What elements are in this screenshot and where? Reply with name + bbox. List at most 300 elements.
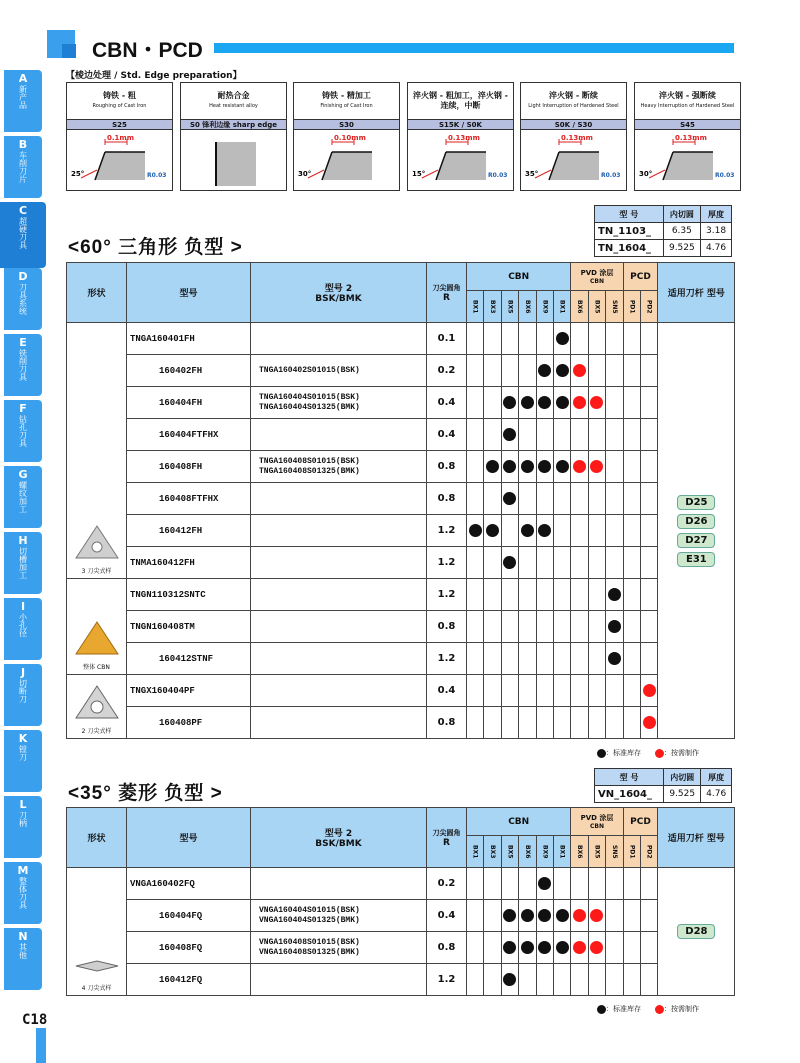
availability-cell (536, 515, 553, 547)
edge-prep-title (294, 83, 399, 119)
model2-cell (251, 579, 427, 611)
edge-prep-diagram (181, 130, 286, 190)
model2-cell (251, 547, 427, 579)
sidebar-tab-j[interactable] (4, 664, 42, 726)
availability-cell (484, 707, 501, 739)
availability-cell (606, 611, 623, 643)
availability-cell (571, 483, 588, 515)
model-cell: TNGX160404PF (127, 675, 251, 707)
product-table-rhombic (66, 807, 735, 996)
model2-cell (251, 675, 427, 707)
availability-cell (519, 932, 536, 964)
land-angle-label: 15° (412, 170, 426, 178)
edge-prep-panel (634, 82, 741, 191)
page-number: C18 (22, 1012, 48, 1028)
availability-cell (571, 451, 588, 483)
shape-cell (67, 323, 127, 579)
availability-cell (484, 419, 501, 451)
model-cell: 160408PF (127, 707, 251, 739)
availability-cell (536, 419, 553, 451)
holder-badge[interactable]: E31 (677, 552, 715, 567)
model-cell: 160412STNF (127, 643, 251, 675)
table-row (67, 900, 735, 932)
availability-cell (467, 643, 484, 675)
availability-cell (571, 932, 588, 964)
table-row (67, 707, 735, 739)
land-angle-label: 35° (525, 170, 539, 178)
availability-cell (553, 387, 570, 419)
header-pvd-label: PVD 涂层 (580, 814, 614, 822)
header-grade: PD2 (640, 836, 657, 868)
stock-dot (503, 941, 516, 954)
land-width-label: 0.13mm (448, 134, 480, 142)
availability-cell (588, 323, 605, 355)
stock-dot (521, 396, 534, 409)
sidebar-tab-i[interactable] (4, 598, 42, 660)
made-to-order-dot (573, 460, 586, 473)
spec-thickness: 3.18 (701, 223, 732, 240)
header-grade: PD2 (640, 291, 657, 323)
model-cell: TNGN160408TM (127, 611, 251, 643)
spec-header-ic: 内切圆 (663, 206, 700, 223)
nose-radius-cell: 1.2 (427, 643, 467, 675)
nose-radius-cell: 1.2 (427, 579, 467, 611)
section-title-rhombic: <35° 菱形 负型 > (68, 783, 223, 804)
edge-prep-code: S30 (294, 119, 399, 130)
header-pcd: PCD (623, 808, 658, 836)
land-width-label: 0.10mm (334, 134, 366, 142)
header-model2-sub: BSK/BMK (315, 839, 362, 849)
model-cell: 160412FQ (127, 964, 251, 996)
availability-cell (484, 355, 501, 387)
header-tool: 适用刀杆 型号 (658, 263, 735, 323)
sidebar-tab-letter: K (18, 732, 28, 745)
availability-cell (571, 579, 588, 611)
availability-cell (467, 707, 484, 739)
availability-cell (623, 323, 640, 355)
stock-dot (538, 364, 551, 377)
holder-badge[interactable]: D25 (677, 495, 715, 510)
header-square-accent-icon (62, 44, 76, 58)
availability-cell (484, 611, 501, 643)
availability-cell (623, 515, 640, 547)
edge-prep-title (521, 83, 626, 119)
model-cell: 160408FQ (127, 932, 251, 964)
availability-cell (623, 900, 640, 932)
header-model: 型号 (127, 808, 251, 868)
edge-prep-name: 铸铁 - 精加工 (322, 91, 371, 100)
availability-cell (553, 707, 570, 739)
availability-cell (571, 419, 588, 451)
availability-cell (467, 323, 484, 355)
availability-cell (623, 868, 640, 900)
availability-cell (484, 643, 501, 675)
availability-cell (484, 323, 501, 355)
sidebar-tab-letter: F (19, 402, 27, 415)
header-cbn: CBN (467, 263, 571, 291)
header-model2-label: 型号 2 (324, 829, 353, 839)
stock-dot (521, 524, 534, 537)
availability-cell (606, 964, 623, 996)
holder-cell (658, 323, 735, 739)
availability-cell (640, 579, 657, 611)
sidebar-tab-e[interactable] (4, 334, 42, 396)
availability-cell (519, 964, 536, 996)
land-width-label: 0.13mm (675, 134, 707, 142)
stock-dot (503, 973, 516, 986)
land-width-label: 0.1mm (107, 134, 134, 142)
sidebar-tab-n[interactable] (4, 928, 42, 990)
spec-model: VN_1604_ (595, 786, 664, 803)
sidebar-tab-label: 其他 (18, 943, 28, 959)
made-to-order-dot (573, 364, 586, 377)
nose-radius-cell: 0.4 (427, 675, 467, 707)
shape-label: 3 刀尖式样 (81, 568, 112, 575)
edge-prep-name: 淬火钢 - 强断续 (659, 91, 716, 100)
header-model2-sub: BSK/BMK (315, 294, 362, 304)
sidebar-tab-letter: G (18, 468, 28, 481)
sidebar-tab-l[interactable] (4, 796, 42, 858)
made-to-order-dot (573, 396, 586, 409)
edge-prep-heading: 【棱边处理 / Std. Edge preparation】 (66, 71, 242, 81)
sidebar-tab-a[interactable] (4, 70, 42, 132)
availability-cell (467, 900, 484, 932)
shape-label: 整体 CBN (83, 664, 110, 671)
availability-cell (467, 675, 484, 707)
legend-triangle (597, 748, 699, 758)
availability-cell (571, 515, 588, 547)
header-cbn: CBN (467, 808, 571, 836)
availability-cell (623, 419, 640, 451)
legend-stock-dot (597, 749, 606, 758)
availability-cell (606, 451, 623, 483)
solid-cbn-insert-icon (72, 616, 122, 660)
made-to-order-dot (590, 396, 603, 409)
sidebar-tab-letter: H (18, 534, 28, 547)
availability-cell (536, 932, 553, 964)
header-grade: BX1 (553, 291, 570, 323)
availability-cell (640, 964, 657, 996)
availability-cell (571, 547, 588, 579)
stock-dot (556, 909, 569, 922)
sidebar-tab-h[interactable] (4, 532, 42, 594)
availability-cell (519, 323, 536, 355)
availability-cell (588, 579, 605, 611)
availability-cell (606, 355, 623, 387)
availability-cell (588, 900, 605, 932)
availability-cell (571, 355, 588, 387)
availability-cell (519, 707, 536, 739)
availability-cell (553, 611, 570, 643)
availability-cell (501, 611, 518, 643)
nose-radius-cell: 1.2 (427, 515, 467, 547)
availability-cell (519, 547, 536, 579)
availability-cell (519, 868, 536, 900)
made-to-order-dot (573, 909, 586, 922)
shape-label: 2 刀尖式样 (81, 728, 112, 735)
availability-cell (501, 323, 518, 355)
model-cell: 160404FTFHX (127, 419, 251, 451)
availability-cell (640, 547, 657, 579)
availability-cell (484, 675, 501, 707)
spec-ic: 6.35 (663, 223, 700, 240)
nose-radius-cell: 0.2 (427, 355, 467, 387)
stock-dot (556, 396, 569, 409)
legend-stock-label: ：标准库存 (606, 1005, 641, 1013)
shape-cell (67, 675, 127, 739)
availability-cell (501, 643, 518, 675)
nose-radius-cell: 0.2 (427, 868, 467, 900)
insert-body-shape (322, 152, 372, 180)
edge-prep-name: 铸铁 - 粗 (103, 91, 136, 100)
availability-cell (553, 579, 570, 611)
legend-stock-label: ：标准库存 (606, 749, 641, 757)
header-grade: PD1 (623, 836, 640, 868)
model2-cell (251, 419, 427, 451)
spec-header-ic: 内切圆 (664, 769, 701, 786)
table-row (67, 611, 735, 643)
hone-label: R0.03 (147, 172, 167, 179)
header-nose-radius-sub: R (443, 292, 450, 303)
land-angle-label: 25° (71, 170, 85, 178)
stock-dot (538, 524, 551, 537)
availability-cell (553, 547, 570, 579)
spec-row (595, 786, 732, 803)
availability-cell (467, 868, 484, 900)
legend-order-dot (655, 749, 664, 758)
sidebar-tab-c[interactable] (0, 202, 46, 268)
availability-cell (501, 579, 518, 611)
sidebar-tab-label: 镗刀 (18, 745, 28, 761)
nose-radius-cell: 0.8 (427, 707, 467, 739)
availability-cell (536, 868, 553, 900)
edge-prep-title (67, 83, 172, 119)
spec-thickness: 4.76 (701, 786, 732, 803)
availability-cell (640, 451, 657, 483)
sidebar-tab-f[interactable] (4, 400, 42, 462)
availability-cell (484, 579, 501, 611)
model2-cell: TNGA160404S01015(BSK) TNGA160404S01325(BMK) (251, 387, 427, 419)
model2-cell: TNGA160408S01015(BSK) TNGA160408S01325(BMK) (251, 451, 427, 483)
header-grade: BX6 (571, 836, 588, 868)
availability-cell (640, 932, 657, 964)
header-grade: BX1 (553, 836, 570, 868)
availability-cell (640, 483, 657, 515)
stock-dot (503, 396, 516, 409)
rhombic-insert-icon (72, 951, 122, 981)
availability-cell (606, 868, 623, 900)
nose-radius-cell: 0.4 (427, 900, 467, 932)
edge-prep-subtitle: Finishing of Cast Iron (320, 103, 373, 109)
holder-badge[interactable]: D26 (677, 514, 715, 529)
insert-body-shape (95, 152, 145, 180)
table-row (67, 451, 735, 483)
availability-cell (553, 451, 570, 483)
sidebar-tab-label: 切槽加工 (18, 547, 28, 579)
legend-order-dot (655, 1005, 664, 1014)
stock-dot (521, 941, 534, 954)
header-model2 (251, 808, 427, 868)
stock-dot (538, 941, 551, 954)
header-model2-label: 型号 2 (324, 284, 353, 294)
edge-prep-diagram (408, 130, 513, 190)
hone-label: R0.03 (488, 172, 508, 179)
model2-cell: VNGA160408S01015(BSK) VNGA160408S01325(BMK) (251, 932, 427, 964)
nose-radius-cell: 0.4 (427, 419, 467, 451)
availability-cell (536, 675, 553, 707)
availability-cell (501, 964, 518, 996)
holder-badge[interactable]: D27 (677, 533, 715, 548)
sidebar-tab-b[interactable] (4, 136, 42, 198)
header-nose-radius-label: 刀尖圆角 (432, 828, 461, 837)
availability-cell (536, 707, 553, 739)
nose-radius-cell: 1.2 (427, 547, 467, 579)
availability-cell (484, 387, 501, 419)
header-grade: BX1 (467, 291, 484, 323)
availability-cell (606, 932, 623, 964)
availability-cell (484, 451, 501, 483)
header-grade: BX9 (536, 836, 553, 868)
header-nose-radius-label: 刀尖圆角 (432, 283, 461, 292)
header-pcd: PCD (623, 263, 658, 291)
availability-cell (606, 579, 623, 611)
made-to-order-dot (573, 941, 586, 954)
availability-cell (606, 547, 623, 579)
made-to-order-dot (590, 909, 603, 922)
edge-prep-subtitle: Light Interruption of Hardened Steel (528, 103, 619, 109)
edge-prep-code: S15K / S0K (408, 119, 513, 130)
sidebar-tab-g[interactable] (4, 466, 42, 528)
availability-cell (501, 900, 518, 932)
availability-cell (553, 323, 570, 355)
availability-cell (640, 675, 657, 707)
nose-radius-cell: 0.8 (427, 932, 467, 964)
spec-row (595, 223, 732, 240)
availability-cell (536, 579, 553, 611)
sidebar-tab-letter: A (18, 72, 28, 85)
stock-dot (556, 332, 569, 345)
availability-cell (519, 483, 536, 515)
model2-cell (251, 483, 427, 515)
page-corner-bar (36, 1028, 46, 1063)
model-cell: 160408FTFHX (127, 483, 251, 515)
header-tool: 适用刀杆 型号 (658, 808, 735, 868)
stock-dot (521, 460, 534, 473)
sidebar-tab-m[interactable] (4, 862, 42, 924)
stock-dot (538, 460, 551, 473)
sidebar-tab-label: 车削刀片 (18, 151, 28, 183)
availability-cell (501, 451, 518, 483)
availability-cell (571, 868, 588, 900)
availability-cell (484, 964, 501, 996)
edge-prep-diagram (67, 130, 172, 190)
edge-prep-panel (520, 82, 627, 191)
availability-cell (588, 932, 605, 964)
availability-cell (519, 387, 536, 419)
spec-header-thickness: 厚度 (701, 206, 732, 223)
stock-dot (521, 909, 534, 922)
land-angle-label: 30° (298, 170, 312, 178)
table-row (67, 419, 735, 451)
availability-cell (623, 964, 640, 996)
header-grade: BX5 (588, 291, 605, 323)
stock-dot (503, 556, 516, 569)
sidebar-tab-letter: L (19, 798, 27, 811)
availability-cell (536, 355, 553, 387)
availability-cell (588, 643, 605, 675)
stock-dot (486, 460, 499, 473)
header-grade: BX5 (588, 836, 605, 868)
spec-header-thickness: 厚度 (701, 769, 732, 786)
availability-cell (484, 932, 501, 964)
sidebar-tab-label: 超硬刀具 (18, 217, 28, 249)
availability-cell (571, 643, 588, 675)
availability-cell (501, 675, 518, 707)
availability-cell (467, 387, 484, 419)
table-row (67, 515, 735, 547)
availability-cell (606, 323, 623, 355)
model2-cell (251, 515, 427, 547)
model2-cell (251, 868, 427, 900)
insert-body-shape (436, 152, 486, 180)
availability-cell (623, 675, 640, 707)
stock-dot (556, 941, 569, 954)
header-grade: BX6 (571, 291, 588, 323)
availability-cell (467, 932, 484, 964)
sidebar-tab-d[interactable] (4, 268, 42, 330)
availability-cell (606, 515, 623, 547)
header-nose-radius-sub: R (443, 837, 450, 848)
availability-cell (536, 451, 553, 483)
shape-cell (67, 868, 127, 996)
sidebar-tab-letter: I (20, 600, 26, 613)
model-cell: TNGN110312SNTC (127, 579, 251, 611)
nose-radius-cell: 0.8 (427, 483, 467, 515)
spec-model: TN_1604_ (595, 240, 664, 257)
stock-dot (538, 396, 551, 409)
sidebar-tab-k[interactable] (4, 730, 42, 792)
table-row (67, 675, 735, 707)
availability-cell (519, 419, 536, 451)
availability-cell (536, 387, 553, 419)
sidebar-tab-label: 切断刀 (18, 679, 28, 703)
availability-cell (484, 515, 501, 547)
header-grade: BX6 (519, 291, 536, 323)
insert-body-shape (216, 142, 256, 186)
availability-cell (536, 964, 553, 996)
availability-cell (467, 419, 484, 451)
model2-cell (251, 643, 427, 675)
availability-cell (467, 451, 484, 483)
edge-prep-code: S45 (635, 119, 740, 130)
legend-stock-dot (597, 1005, 606, 1014)
sidebar-tab-label: 刀柄 (18, 811, 28, 827)
availability-cell (588, 483, 605, 515)
page-title: CBN・PCD (92, 39, 203, 62)
table-row (67, 547, 735, 579)
model2-cell (251, 964, 427, 996)
availability-cell (519, 675, 536, 707)
edge-prep-title (408, 83, 513, 119)
availability-cell (606, 900, 623, 932)
availability-cell (519, 900, 536, 932)
land-angle-label: 30° (639, 170, 653, 178)
holder-badge[interactable]: D28 (677, 924, 715, 939)
made-to-order-dot (590, 460, 603, 473)
sidebar-tab-letter: B (18, 138, 28, 151)
sidebar-tab-label: 螺纹加工 (18, 481, 28, 513)
availability-cell (588, 515, 605, 547)
